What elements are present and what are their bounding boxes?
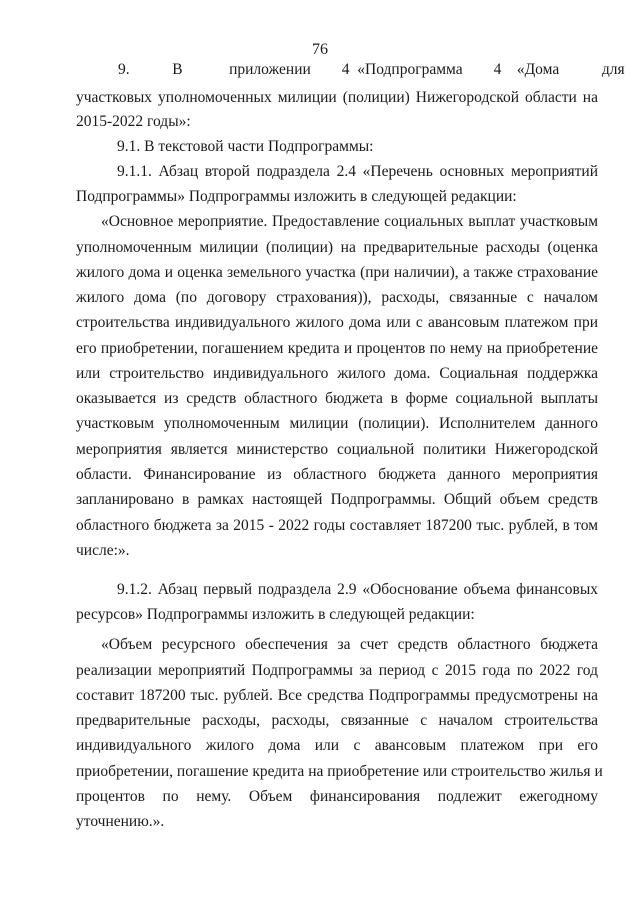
text-line: приобретении, погашение кредита на приобретение или строительство жилья и: [76, 763, 603, 780]
text-line: реализации мероприятий Подпрограммы за период с 2015 года по 2022 год: [76, 662, 598, 679]
text-line: числе:».: [76, 542, 130, 559]
text-line: 9.1.2. Абзац первый подраздела 2.9 «Обоснование объема финансовых: [117, 581, 598, 598]
text-line: 2015-2022 годы»:: [76, 113, 191, 130]
text-line: «Объем ресурсного обеспечения за счет средств областного бюджета: [101, 636, 598, 653]
text-line: составит 187200 тыс. рублей. Все средства Подпрограммы предусмотрены на: [76, 687, 598, 704]
text-line: или строительство индивидуального жилого дома. Социальная поддержка: [76, 365, 598, 382]
text-line: областного бюджета за 2015 - 2022 годы составляет 187200 тыс. рублей, в том: [76, 517, 598, 534]
text-line: строительства индивидуального жилого дома или с авансовым платежом при: [76, 314, 598, 331]
text-line: запланировано в рамках настоящей Подпрограммы. Общий объем средств: [76, 491, 598, 508]
text-line: оказывается из средств областного бюджета в форме социальной выплаты: [76, 390, 598, 407]
text-line: мероприятия является министерство социальной политики Нижегородской: [76, 441, 598, 458]
text-line: уточнению.».: [76, 813, 165, 830]
text-line: участковых уполномоченных милиции (полиции) Нижегородской области на: [76, 89, 598, 106]
text-line: жилого дома и оценка земельного участка (при наличии), а также страхование: [76, 264, 598, 281]
text-line: жилого дома (по договору страхования)), расходы, связанные с началом: [76, 289, 598, 306]
text-line: 9. В приложении 4 «Подпрограмма 4 «Дома для: [118, 61, 625, 78]
text-line: участковым уполномоченным милиции (полиции). Исполнителем данного: [76, 415, 598, 432]
text-line: уполномоченным милиции (полиции) на предварительные расходы (оценка: [76, 239, 598, 256]
text-line: 9.1. В текстовой части Подпрограммы:: [117, 138, 374, 155]
text-line: «Основное мероприятие. Предоставление социальных выплат участковым: [101, 213, 598, 230]
text-line: предварительные расходы, расходы, связанные с началом строительства: [76, 712, 598, 729]
text-line: 9.1.1. Абзац второй подраздела 2.4 «Перечень основных мероприятий: [117, 163, 598, 180]
text-line: ресурсов» Подпрограммы изложить в следующей редакции:: [76, 606, 475, 623]
text-line: его приобретении, погашением кредита и процентов по нему на приобретение: [76, 340, 598, 357]
text-line: Подпрограммы» Подпрограммы изложить в следующей редакции:: [76, 188, 517, 205]
text-line: индивидуального жилого дома или с авансовым платежом при его: [76, 737, 598, 754]
text-line: процентов по нему. Объем финансирования подлежит ежегодному: [76, 788, 598, 805]
page-number: 76: [312, 41, 328, 58]
text-line: области. Финансирование из областного бюджета данного мероприятия: [76, 466, 598, 483]
